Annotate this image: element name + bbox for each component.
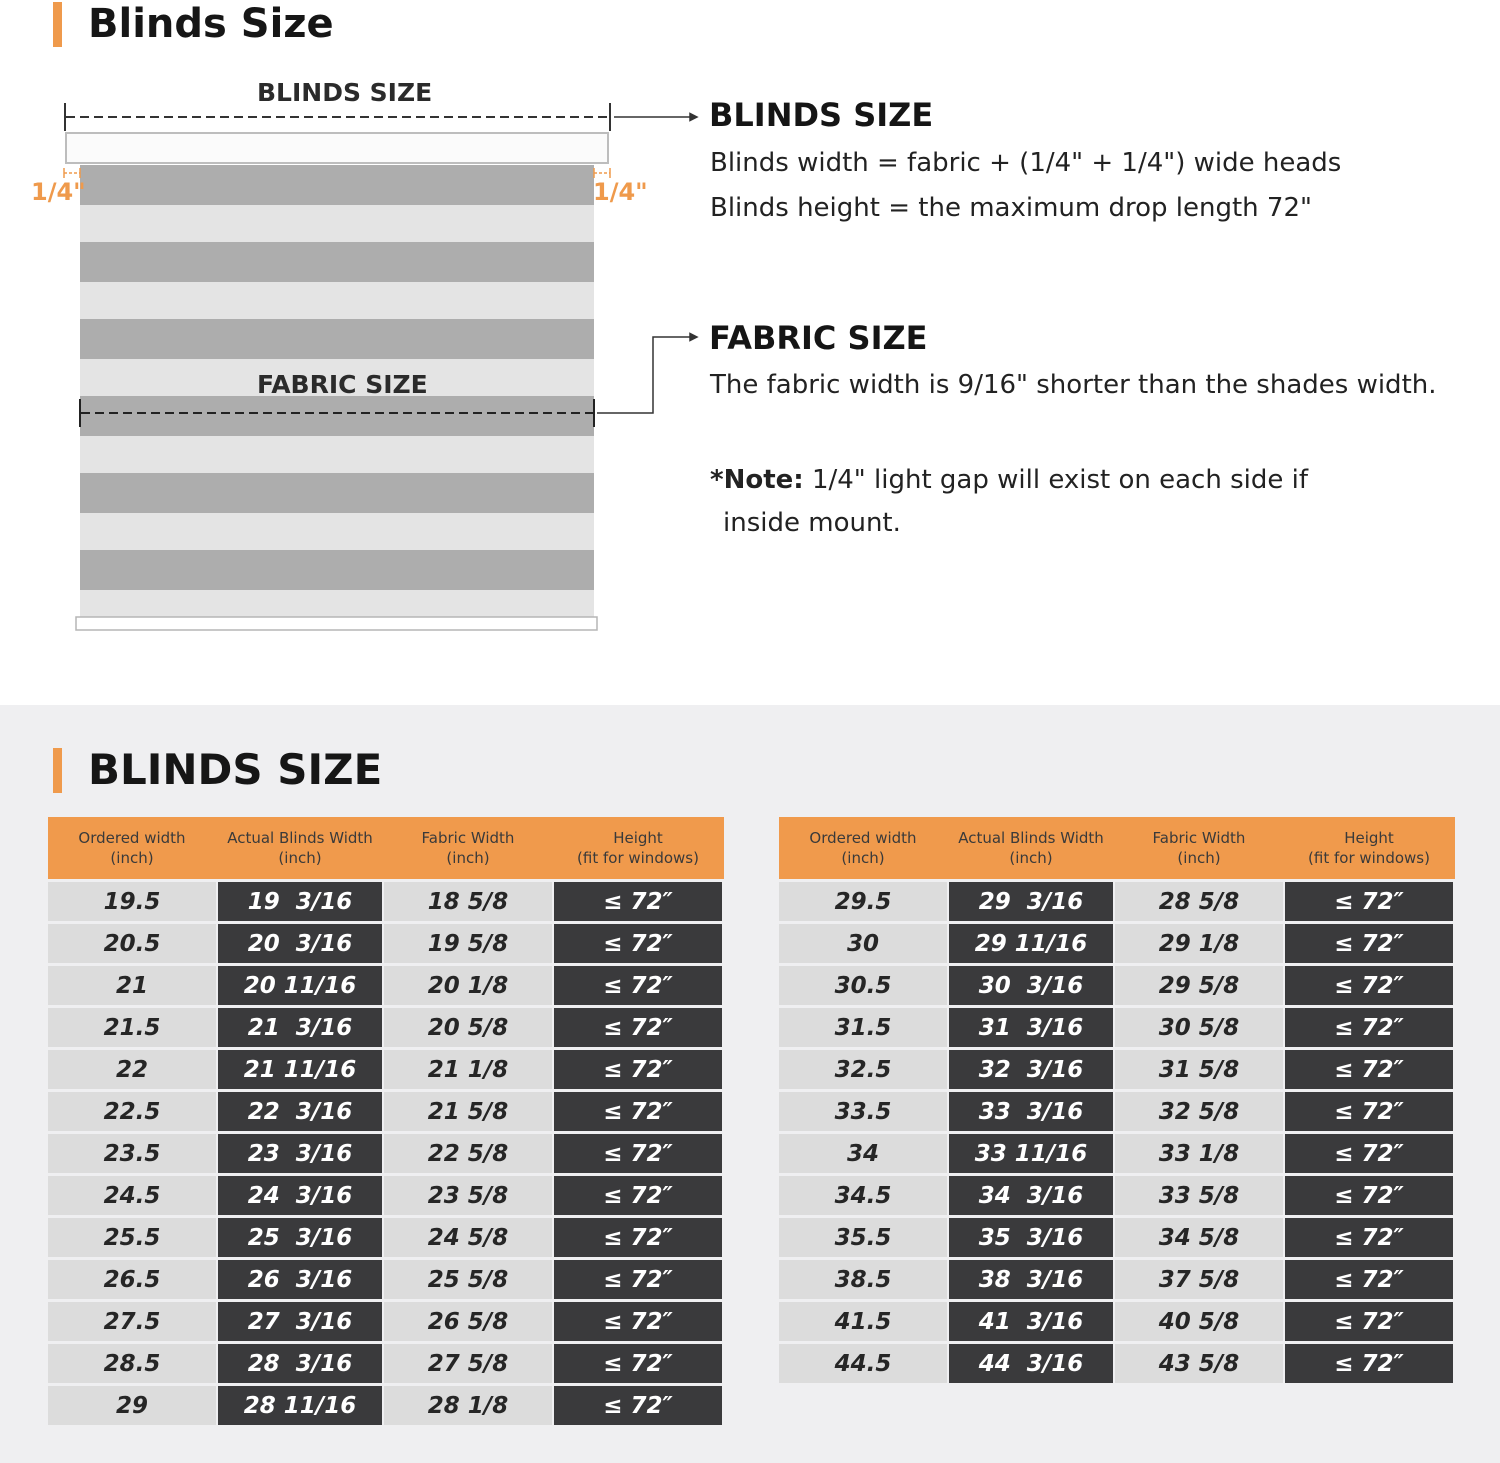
height-cell: ≤ 72″	[1283, 1134, 1455, 1176]
fabric-width-cell: 28 5/8	[1115, 879, 1283, 924]
ordered-width-header	[779, 817, 947, 879]
column-label: Ordered width	[809, 829, 917, 847]
ordered-width-cell: 22.5	[48, 1092, 216, 1134]
actual-blinds-width-cell: 41 3/16	[947, 1302, 1115, 1344]
height-cell: ≤ 72″	[552, 1176, 724, 1218]
actual-blinds-width-cell: 32 3/16	[947, 1050, 1115, 1092]
ordered-width-cell: 35.5	[779, 1218, 947, 1260]
height-header	[552, 817, 724, 879]
height-cell: ≤ 72″	[552, 1260, 724, 1302]
table-row	[779, 1176, 1455, 1218]
fabric-width-cell: 31 5/8	[1115, 1050, 1283, 1092]
actual-blinds-width-cell: 35 3/16	[947, 1218, 1115, 1260]
actual-blinds-width-cell: 20 11/16	[216, 966, 384, 1008]
actual-blinds-width-cell: 29 3/16	[947, 879, 1115, 924]
table-row	[48, 1050, 724, 1092]
actual-blinds-width-cell: 28 3/16	[216, 1344, 384, 1386]
ordered-width-cell: 34	[779, 1134, 947, 1176]
fabric-width-cell: 29 5/8	[1115, 966, 1283, 1008]
actual-blinds-width-cell: 31 3/16	[947, 1008, 1115, 1050]
ordered-width-cell: 33.5	[779, 1092, 947, 1134]
table-row	[779, 966, 1455, 1008]
table-row	[48, 1008, 724, 1050]
table-section-title: BLINDS SIZE	[88, 745, 383, 794]
fabric-width-cell: 33 1/8	[1115, 1134, 1283, 1176]
column-label: Actual Blinds Width	[227, 829, 373, 847]
fabric-width-cell: 40 5/8	[1115, 1302, 1283, 1344]
height-cell: ≤ 72″	[1283, 879, 1455, 924]
fabric-width-cell: 23 5/8	[384, 1176, 552, 1218]
fabric-size-heading: FABRIC SIZE	[709, 319, 928, 357]
fabric-width-header	[384, 817, 552, 879]
blinds-height-formula: Blinds height = the maximum drop length 72"	[710, 193, 1312, 223]
ordered-width-cell: 24.5	[48, 1176, 216, 1218]
head-rail	[66, 133, 608, 163]
height-cell: ≤ 72″	[552, 879, 724, 924]
size-table-left	[48, 817, 724, 1428]
column-unit: (inch)	[110, 849, 154, 867]
table-row	[48, 1218, 724, 1260]
actual-blinds-width-cell: 21 3/16	[216, 1008, 384, 1050]
note-label: *Note:	[710, 465, 804, 495]
left-quarter-inch-label: 1/4"	[31, 178, 86, 206]
column-unit: (inch)	[278, 849, 322, 867]
actual-blinds-width-cell: 26 3/16	[216, 1260, 384, 1302]
blinds-size-dimension-line	[65, 103, 610, 131]
column-unit: (inch)	[1009, 849, 1053, 867]
ordered-width-cell: 20.5	[48, 924, 216, 966]
actual-blinds-width-cell: 25 3/16	[216, 1218, 384, 1260]
actual-blinds-width-cell: 30 3/16	[947, 966, 1115, 1008]
actual-blinds-width-cell: 23 3/16	[216, 1134, 384, 1176]
fabric-width-cell: 21 1/8	[384, 1050, 552, 1092]
height-cell: ≤ 72″	[1283, 1092, 1455, 1134]
blinds-size-diagram-label: BLINDS SIZE	[257, 78, 433, 107]
fabric-width-cell: 30 5/8	[1115, 1008, 1283, 1050]
actual-blinds-width-cell: 22 3/16	[216, 1092, 384, 1134]
fabric-width-cell: 21 5/8	[384, 1092, 552, 1134]
column-label: Fabric Width	[1152, 829, 1246, 847]
ordered-width-cell: 44.5	[779, 1344, 947, 1386]
note-line-2: inside mount.	[723, 508, 901, 538]
actual-blinds-width-header	[216, 817, 384, 879]
ordered-width-header	[48, 817, 216, 879]
fabric-width-cell: 33 5/8	[1115, 1176, 1283, 1218]
actual-blinds-width-cell: 27 3/16	[216, 1302, 384, 1344]
table-header-row	[779, 817, 1455, 879]
actual-blinds-width-cell: 28 11/16	[216, 1386, 384, 1428]
fabric-width-cell: 37 5/8	[1115, 1260, 1283, 1302]
fabric-width-cell: 34 5/8	[1115, 1218, 1283, 1260]
column-unit: (inch)	[841, 849, 885, 867]
height-cell: ≤ 72″	[1283, 1176, 1455, 1218]
page-title: Blinds Size	[88, 1, 334, 47]
actual-blinds-width-cell: 19 3/16	[216, 879, 384, 924]
fabric-width-cell: 20 5/8	[384, 1008, 552, 1050]
table-row	[779, 1344, 1455, 1386]
height-cell: ≤ 72″	[1283, 1218, 1455, 1260]
column-unit: (fit for windows)	[577, 849, 699, 867]
actual-blinds-width-cell: 34 3/16	[947, 1176, 1115, 1218]
blinds-size-heading: BLINDS SIZE	[709, 96, 934, 134]
table-row	[48, 1134, 724, 1176]
table-row	[48, 1176, 724, 1218]
table-row	[779, 924, 1455, 966]
fabric-size-leader	[597, 334, 697, 414]
table-row	[48, 924, 724, 966]
fabric-width-cell: 24 5/8	[384, 1218, 552, 1260]
ordered-width-cell: 29	[48, 1386, 216, 1428]
column-label: Actual Blinds Width	[958, 829, 1104, 847]
actual-blinds-width-cell: 38 3/16	[947, 1260, 1115, 1302]
fabric-width-cell: 29 1/8	[1115, 924, 1283, 966]
table-row	[779, 1050, 1455, 1092]
fabric-width-cell: 27 5/8	[384, 1344, 552, 1386]
size-table-right	[779, 817, 1455, 1386]
height-cell: ≤ 72″	[1283, 1302, 1455, 1344]
fabric-width-cell: 25 5/8	[384, 1260, 552, 1302]
ordered-width-cell: 28.5	[48, 1344, 216, 1386]
table-row	[48, 966, 724, 1008]
height-cell: ≤ 72″	[1283, 924, 1455, 966]
height-cell: ≤ 72″	[1283, 1008, 1455, 1050]
table-row	[48, 1302, 724, 1344]
note-line-1	[710, 465, 1308, 495]
ordered-width-cell: 26.5	[48, 1260, 216, 1302]
table-row	[779, 1260, 1455, 1302]
height-cell: ≤ 72″	[552, 1050, 724, 1092]
ordered-width-cell: 21.5	[48, 1008, 216, 1050]
column-unit: (fit for windows)	[1308, 849, 1430, 867]
actual-blinds-width-cell: 33 3/16	[947, 1092, 1115, 1134]
column-unit: (inch)	[446, 849, 490, 867]
ordered-width-cell: 22	[48, 1050, 216, 1092]
actual-blinds-width-cell: 24 3/16	[216, 1176, 384, 1218]
fabric-width-cell: 22 5/8	[384, 1134, 552, 1176]
table-row	[48, 1260, 724, 1302]
table-header-row	[48, 817, 724, 879]
ordered-width-cell: 21	[48, 966, 216, 1008]
column-label: Height	[613, 829, 663, 847]
column-label: Ordered width	[78, 829, 186, 847]
table-row	[48, 879, 724, 924]
fabric-width-cell: 28 1/8	[384, 1386, 552, 1428]
fabric-width-cell: 32 5/8	[1115, 1092, 1283, 1134]
fabric-size-diagram-label: FABRIC SIZE	[257, 370, 428, 399]
table-row	[48, 1344, 724, 1386]
height-cell: ≤ 72″	[1283, 1344, 1455, 1386]
height-cell: ≤ 72″	[1283, 1050, 1455, 1092]
fabric-width-cell: 19 5/8	[384, 924, 552, 966]
table-row	[779, 1302, 1455, 1344]
height-cell: ≤ 72″	[552, 1344, 724, 1386]
actual-blinds-width-cell: 44 3/16	[947, 1344, 1115, 1386]
table-row	[48, 1386, 724, 1428]
height-cell: ≤ 72″	[552, 1302, 724, 1344]
blinds-width-formula: Blinds width = fabric + (1/4" + 1/4") wide heads	[710, 148, 1342, 178]
height-cell: ≤ 72″	[552, 924, 724, 966]
blinds-size-leader	[614, 114, 697, 121]
height-cell: ≤ 72″	[552, 1092, 724, 1134]
actual-blinds-width-cell: 20 3/16	[216, 924, 384, 966]
fabric-width-description: The fabric width is 9/16" shorter than the shades width.	[710, 370, 1437, 400]
bottom-rail	[76, 617, 597, 630]
table-row	[779, 1218, 1455, 1260]
fabric-width-cell: 26 5/8	[384, 1302, 552, 1344]
ordered-width-cell: 30	[779, 924, 947, 966]
table-section-accent-bar	[53, 748, 62, 793]
ordered-width-cell: 32.5	[779, 1050, 947, 1092]
height-cell: ≤ 72″	[552, 966, 724, 1008]
table-row	[779, 1092, 1455, 1134]
ordered-width-cell: 29.5	[779, 879, 947, 924]
table-row	[48, 1092, 724, 1134]
table-row	[779, 879, 1455, 924]
column-unit: (inch)	[1177, 849, 1221, 867]
fabric-width-cell: 43 5/8	[1115, 1344, 1283, 1386]
note-text: 1/4" light gap will exist on each side if	[803, 465, 1308, 495]
ordered-width-cell: 41.5	[779, 1302, 947, 1344]
table-row	[779, 1134, 1455, 1176]
ordered-width-cell: 25.5	[48, 1218, 216, 1260]
actual-blinds-width-header	[947, 817, 1115, 879]
height-cell: ≤ 72″	[552, 1218, 724, 1260]
actual-blinds-width-cell: 33 11/16	[947, 1134, 1115, 1176]
actual-blinds-width-cell: 29 11/16	[947, 924, 1115, 966]
height-cell: ≤ 72″	[1283, 1260, 1455, 1302]
height-cell: ≤ 72″	[1283, 966, 1455, 1008]
fabric-width-cell: 18 5/8	[384, 879, 552, 924]
height-header	[1283, 817, 1455, 879]
fabric-width-cell: 20 1/8	[384, 966, 552, 1008]
right-quarter-inch-label: 1/4"	[593, 178, 648, 206]
fabric-width-header	[1115, 817, 1283, 879]
column-label: Height	[1344, 829, 1394, 847]
actual-blinds-width-cell: 21 11/16	[216, 1050, 384, 1092]
ordered-width-cell: 27.5	[48, 1302, 216, 1344]
height-cell: ≤ 72″	[552, 1386, 724, 1428]
ordered-width-cell: 38.5	[779, 1260, 947, 1302]
table-row	[779, 1008, 1455, 1050]
ordered-width-cell: 34.5	[779, 1176, 947, 1218]
column-label: Fabric Width	[421, 829, 515, 847]
ordered-width-cell: 23.5	[48, 1134, 216, 1176]
height-cell: ≤ 72″	[552, 1134, 724, 1176]
ordered-width-cell: 30.5	[779, 966, 947, 1008]
height-cell: ≤ 72″	[552, 1008, 724, 1050]
ordered-width-cell: 31.5	[779, 1008, 947, 1050]
ordered-width-cell: 19.5	[48, 879, 216, 924]
